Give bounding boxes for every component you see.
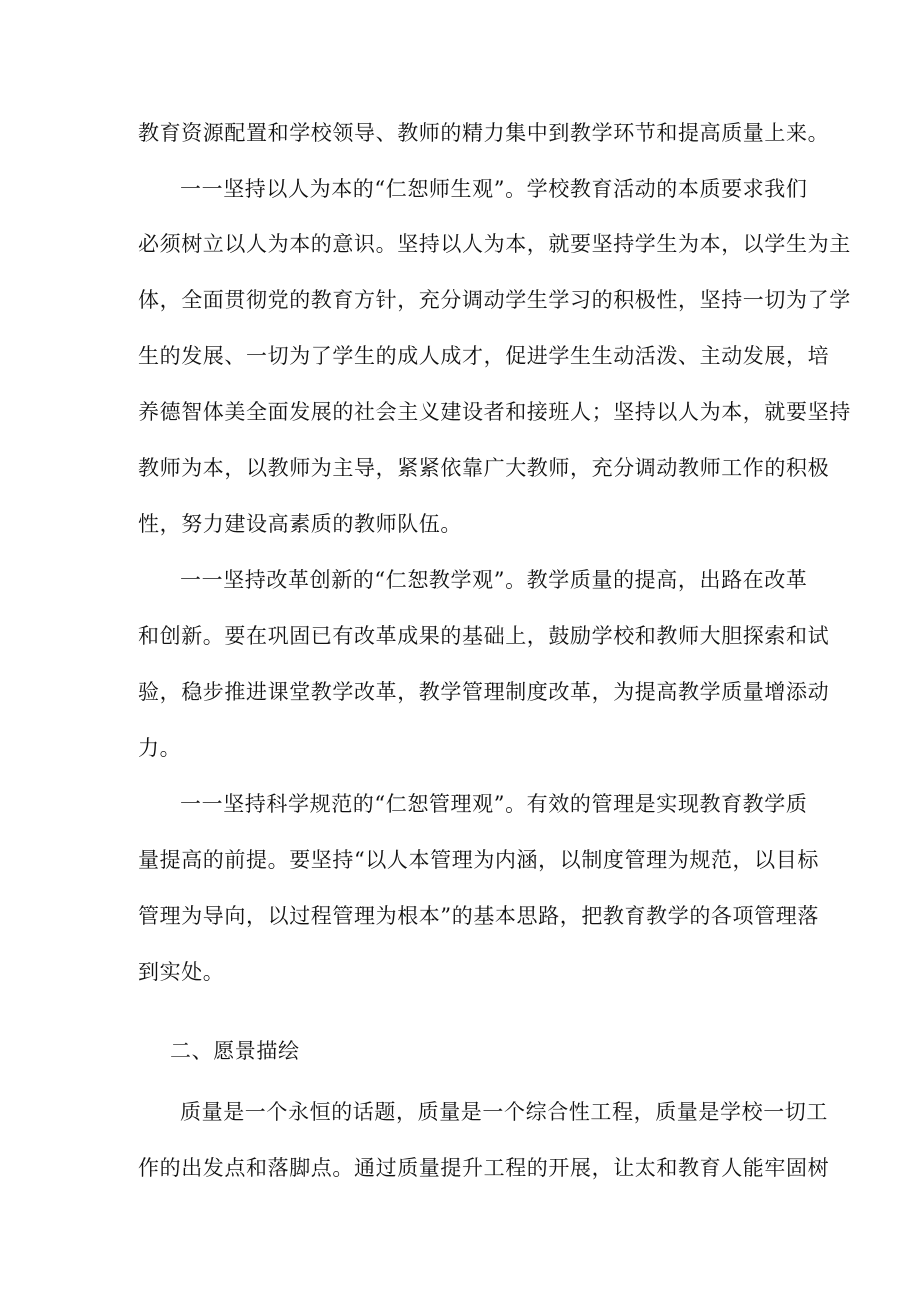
text-line: 量提高的前提。要坚持“以人本管理为内涵，以制度管理为规范，以目标 <box>138 848 819 872</box>
text-line: 和创新。要在巩固已有改革成果的基础上，鼓励学校和教师大胆探索和试 <box>138 624 830 648</box>
text-line: 体，全面贯彻党的教育方针，充分调动学生学习的积极性，坚持一切为了学 <box>138 288 851 312</box>
text-line: 验，稳步推进课堂教学改革，教学管理制度改革，为提高教学质量增添动 <box>138 680 830 704</box>
text-line: 教育资源配置和学校领导、教师的精力集中到教学环节和提高质量上来。 <box>138 121 830 145</box>
text-line: 力。 <box>138 736 182 760</box>
text-line: 作的出发点和落脚点。通过质量提升工程的开展，让太和教育人能牢固树 <box>138 1156 830 1180</box>
text-line: 性，努力建设高素质的教师队伍。 <box>138 512 462 536</box>
text-line: 到实处。 <box>138 960 225 984</box>
text-line: 教师为本，以教师为主导，紧紧依靠广大教师，充分调动教师工作的积极 <box>138 456 830 480</box>
text-line: 必须树立以人为本的意识。坚持以人为本，就要坚持学生为本，以学生为主 <box>138 232 851 256</box>
text-line: 一一坚持改革创新的“仁恕教学观”。教学质量的提高，出路在改革 <box>180 568 808 592</box>
text-line: 质量是一个永恒的话题，质量是一个综合性工程，质量是学校一切工 <box>180 1100 828 1124</box>
text-line: 一一坚持科学规范的“仁恕管理观”。有效的管理是实现教育教学质 <box>180 792 808 816</box>
text-line: 一一坚持以人为本的“仁恕师生观”。学校教育活动的本质要求我们 <box>180 177 808 201</box>
section-heading: 二、愿景描绘 <box>170 1039 300 1063</box>
text-line: 生的发展、一切为了学生的成人成才，促进学生生动活泼、主动发展，培 <box>138 344 830 368</box>
text-line: 养德智体美全面发展的社会主义建设者和接班人；坚持以人为本，就要坚持 <box>138 400 851 424</box>
text-line: 管理为导向，以过程管理为根本”的基本思路，把教育教学的各项管理落 <box>138 904 819 928</box>
